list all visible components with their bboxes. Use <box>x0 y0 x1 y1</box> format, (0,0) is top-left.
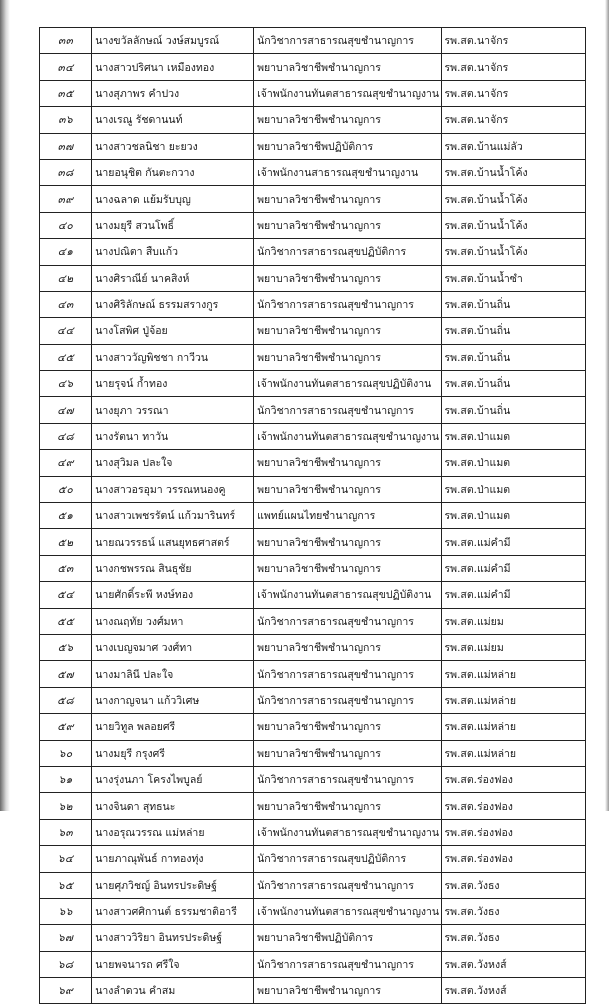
health-unit-cell: รพ.สต.บ้านน้ำโค้ง <box>441 159 585 185</box>
health-unit-cell: รพ.สต.แม่คำมี <box>441 529 585 555</box>
table-row <box>40 582 586 608</box>
health-unit-cell: รพ.สต.วังธง <box>441 898 585 924</box>
table-row <box>40 239 586 265</box>
table-row <box>40 951 586 977</box>
person-name-cell: นางฉลาด แย้มรับบุญ <box>92 186 254 212</box>
row-number-cell: ๖๗ <box>40 925 92 951</box>
position-title-cell: พยาบาลวิชาชีพชำนาญการ <box>254 107 441 133</box>
table-row <box>40 450 586 476</box>
row-number-cell: ๔๑ <box>40 239 92 265</box>
table-row <box>40 28 586 54</box>
person-name-cell: นายอนุชิต กันตะกวาง <box>92 159 254 185</box>
position-title-cell: พยาบาลวิชาชีพชำนาญการ <box>254 714 441 740</box>
row-number-cell: ๔๘ <box>40 423 92 449</box>
personnel-table-body <box>40 28 586 1004</box>
row-number-cell: ๖๘ <box>40 951 92 977</box>
health-unit-cell: รพ.สต.แม่หล่าย <box>441 740 585 766</box>
row-number-cell: ๕๘ <box>40 687 92 713</box>
person-name-cell: นายณวรรธน์ แสนยุทธศาสตร์ <box>92 529 254 555</box>
table-row <box>40 159 586 185</box>
position-title-cell: เจ้าพนักงานทันตสาธารณสุขชำนาญงาน <box>254 819 441 845</box>
table-row <box>40 371 586 397</box>
table-row <box>40 819 586 845</box>
health-unit-cell: รพ.สต.บ้านน้ำโค้ง <box>441 212 585 238</box>
table-row <box>40 344 586 370</box>
health-unit-cell: รพ.สต.ร่องฟอง <box>441 793 585 819</box>
health-unit-cell: รพ.สต.บ้านถิ่น <box>441 318 585 344</box>
position-title-cell: พยาบาลวิชาชีพปฏิบัติการ <box>254 925 441 951</box>
row-number-cell: ๕๓ <box>40 555 92 581</box>
health-unit-cell: รพ.สต.แม่ยม <box>441 608 585 634</box>
person-name-cell: นางสาวปริศนา เหมืองทอง <box>92 54 254 80</box>
health-unit-cell: รพ.สต.นาจักร <box>441 107 585 133</box>
position-title-cell: เจ้าพนักงานทันตสาธารณสุขปฏิบัติงาน <box>254 371 441 397</box>
person-name-cell: นางยุภา วรรณา <box>92 397 254 423</box>
position-title-cell: เจ้าพนักงานทันตสาธารณสุขปฏิบัติงาน <box>254 582 441 608</box>
person-name-cell: นางมยุรี กรุงศรี <box>92 740 254 766</box>
row-number-cell: ๔๗ <box>40 397 92 423</box>
person-name-cell: นางสาวเพชรรัตน์ แก้วมารินทร์ <box>92 503 254 529</box>
row-number-cell: ๔๓ <box>40 291 92 317</box>
table-row <box>40 740 586 766</box>
table-row <box>40 476 586 502</box>
row-number-cell: ๔๔ <box>40 318 92 344</box>
person-name-cell: นางศิริลักษณ์ ธรรมสรางกูร <box>92 291 254 317</box>
person-name-cell: นายศักดิ์ระพี หงษ์ทอง <box>92 582 254 608</box>
health-unit-cell: รพ.สต.ร่องฟอง <box>441 846 585 872</box>
table-row <box>40 291 586 317</box>
person-name-cell: นางรัตนา ทาวัน <box>92 423 254 449</box>
health-unit-cell: รพ.สต.บ้านถิ่น <box>441 371 585 397</box>
person-name-cell: นางสุภาพร คำปวง <box>92 80 254 106</box>
health-unit-cell: รพ.สต.แม่ยม <box>441 634 585 660</box>
health-unit-cell: รพ.สต.ป่าแมต <box>441 450 585 476</box>
person-name-cell: นางลำดวน คำสม <box>92 978 254 1004</box>
health-unit-cell: รพ.สต.แม่หล่าย <box>441 714 585 740</box>
position-title-cell: นักวิชาการสาธารณสุขชำนาญการ <box>254 951 441 977</box>
health-unit-cell: รพ.สต.วังธง <box>441 925 585 951</box>
health-unit-cell: รพ.สต.บ้านถิ่น <box>441 291 585 317</box>
position-title-cell: พยาบาลวิชาชีพชำนาญการ <box>254 450 441 476</box>
person-name-cell: นายภาณุพันธ์ กาทองทุ่ง <box>92 846 254 872</box>
row-number-cell: ๓๘ <box>40 159 92 185</box>
health-unit-cell: รพ.สต.ร่องฟอง <box>441 766 585 792</box>
row-number-cell: ๕๖ <box>40 634 92 660</box>
table-row <box>40 107 586 133</box>
row-number-cell: ๖๕ <box>40 872 92 898</box>
health-unit-cell: รพ.สต.แม่คำมี <box>441 555 585 581</box>
health-unit-cell: รพ.สต.บ้านถิ่น <box>441 397 585 423</box>
row-number-cell: ๕๑ <box>40 503 92 529</box>
table-row <box>40 397 586 423</box>
position-title-cell: พยาบาลวิชาชีพชำนาญการ <box>254 634 441 660</box>
table-row <box>40 978 586 1004</box>
health-unit-cell: รพ.สต.วังหงส์ <box>441 978 585 1004</box>
row-number-cell: ๖๖ <box>40 898 92 924</box>
table-row <box>40 212 586 238</box>
health-unit-cell: รพ.สต.วังธง <box>441 872 585 898</box>
table-row <box>40 898 586 924</box>
person-name-cell: นางปณิตา สืบแก้ว <box>92 239 254 265</box>
row-number-cell: ๕๒ <box>40 529 92 555</box>
row-number-cell: ๕๔ <box>40 582 92 608</box>
row-number-cell: ๕๗ <box>40 661 92 687</box>
position-title-cell: นักวิชาการสาธารณสุขชำนาญการ <box>254 608 441 634</box>
position-title-cell: พยาบาลวิชาชีพชำนาญการ <box>254 476 441 502</box>
health-unit-cell: รพ.สต.บ้านถิ่น <box>441 344 585 370</box>
position-title-cell: นักวิชาการสาธารณสุขชำนาญการ <box>254 872 441 898</box>
person-name-cell: นางสาววัญพิชชา กาวีวน <box>92 344 254 370</box>
health-unit-cell: รพ.สต.นาจักร <box>441 54 585 80</box>
health-unit-cell: รพ.สต.บ้านน้ำซำ <box>441 265 585 291</box>
person-name-cell: นางอรุณวรรณ แม่หล่าย <box>92 819 254 845</box>
position-title-cell: พยาบาลวิชาชีพชำนาญการ <box>254 344 441 370</box>
health-unit-cell: รพ.สต.แม่คำมี <box>441 582 585 608</box>
table-row <box>40 793 586 819</box>
row-number-cell: ๔๐ <box>40 212 92 238</box>
position-title-cell: นักวิชาการสาธารณสุขชำนาญการ <box>254 661 441 687</box>
person-name-cell: นางมาลินี ปละใจ <box>92 661 254 687</box>
table-row <box>40 133 586 159</box>
row-number-cell: ๓๙ <box>40 186 92 212</box>
row-number-cell: ๖๐ <box>40 740 92 766</box>
person-name-cell: นางสุวิมล ปละใจ <box>92 450 254 476</box>
row-number-cell: ๕๕ <box>40 608 92 634</box>
row-number-cell: ๖๑ <box>40 766 92 792</box>
person-name-cell: นางขวัลลักษณ์ วงษ์สมบูรณ์ <box>92 28 254 54</box>
table-row <box>40 687 586 713</box>
row-number-cell: ๓๔ <box>40 54 92 80</box>
health-unit-cell: รพ.สต.บ้านแม่ลัว <box>441 133 585 159</box>
table-row <box>40 608 586 634</box>
row-number-cell: ๖๓ <box>40 819 92 845</box>
position-title-cell: พยาบาลวิชาชีพชำนาญการ <box>254 212 441 238</box>
position-title-cell: นักวิชาการสาธารณสุขปฏิบัติการ <box>254 239 441 265</box>
row-number-cell: ๔๖ <box>40 371 92 397</box>
health-unit-cell: รพ.สต.ป่าแมต <box>441 503 585 529</box>
row-number-cell: ๖๒ <box>40 793 92 819</box>
table-row <box>40 714 586 740</box>
table-row <box>40 846 586 872</box>
scan-edge-shadow-left <box>0 0 10 811</box>
row-number-cell: ๖๔ <box>40 846 92 872</box>
person-name-cell: นางรุ่งนภา โครงไพบูลย์ <box>92 766 254 792</box>
position-title-cell: นักวิชาการสาธารณสุขชำนาญการ <box>254 291 441 317</box>
table-row <box>40 80 586 106</box>
position-title-cell: นักวิชาการสาธารณสุขปฏิบัติการ <box>254 846 441 872</box>
row-number-cell: ๕๐ <box>40 476 92 502</box>
position-title-cell: เจ้าพนักงานทันตสาธารณสุขชำนาญงาน <box>254 898 441 924</box>
position-title-cell: พยาบาลวิชาชีพชำนาญการ <box>254 555 441 581</box>
person-name-cell: นางณฤทัย วงศ์มหา <box>92 608 254 634</box>
person-name-cell: นางสาววิริยา อินทรประดิษฐ์ <box>92 925 254 951</box>
health-unit-cell: รพ.สต.แม่หล่าย <box>441 687 585 713</box>
position-title-cell: พยาบาลวิชาชีพชำนาญการ <box>254 529 441 555</box>
person-name-cell: นายศุภวิชญ์ อินทรประดิษฐ์ <box>92 872 254 898</box>
health-unit-cell: รพ.สต.นาจักร <box>441 80 585 106</box>
row-number-cell: ๖๙ <box>40 978 92 1004</box>
position-title-cell: แพทย์แผนไทยชำนาญการ <box>254 503 441 529</box>
row-number-cell: ๔๒ <box>40 265 92 291</box>
position-title-cell: พยาบาลวิชาชีพชำนาญการ <box>254 186 441 212</box>
row-number-cell: ๓๗ <box>40 133 92 159</box>
row-number-cell: ๓๓ <box>40 28 92 54</box>
table-row <box>40 872 586 898</box>
row-number-cell: ๕๙ <box>40 714 92 740</box>
scan-edge-shadow-right <box>605 0 609 811</box>
person-name-cell: นางศิราณีย์ นาคสิงห์ <box>92 265 254 291</box>
health-unit-cell: รพ.สต.วังหงส์ <box>441 951 585 977</box>
person-name-cell: นางสาวชลนิชา ยะยวง <box>92 133 254 159</box>
table-row <box>40 555 586 581</box>
personnel-table <box>39 27 586 1004</box>
position-title-cell: นักวิชาการสาธารณสุขชำนาญการ <box>254 766 441 792</box>
table-row <box>40 925 586 951</box>
position-title-cell: เจ้าพนักงานทันตสาธารณสุขชำนาญงาน <box>254 423 441 449</box>
person-name-cell: นางเบญจมาศ วงศ์ทา <box>92 634 254 660</box>
health-unit-cell: รพ.สต.บ้านน้ำโค้ง <box>441 186 585 212</box>
person-name-cell: นางจินดา สุทธนะ <box>92 793 254 819</box>
position-title-cell: นักวิชาการสาธารณสุขชำนาญการ <box>254 28 441 54</box>
position-title-cell: เจ้าพนักงานสาธารณสุขชำนาญงาน <box>254 159 441 185</box>
table-row <box>40 766 586 792</box>
table-row <box>40 54 586 80</box>
table-row <box>40 186 586 212</box>
position-title-cell: นักวิชาการสาธารณสุขชำนาญการ <box>254 397 441 423</box>
health-unit-cell: รพ.สต.ป่าแมต <box>441 476 585 502</box>
health-unit-cell: รพ.สต.ป่าแมต <box>441 423 585 449</box>
table-row <box>40 318 586 344</box>
person-name-cell: นางกาญจนา แก้ววิเศษ <box>92 687 254 713</box>
position-title-cell: พยาบาลวิชาชีพชำนาญการ <box>254 740 441 766</box>
table-row <box>40 265 586 291</box>
health-unit-cell: รพ.สต.นาจักร <box>441 28 585 54</box>
row-number-cell: ๓๕ <box>40 80 92 106</box>
position-title-cell: พยาบาลวิชาชีพชำนาญการ <box>254 978 441 1004</box>
health-unit-cell: รพ.สต.บ้านน้ำโค้ง <box>441 239 585 265</box>
position-title-cell: พยาบาลวิชาชีพชำนาญการ <box>254 265 441 291</box>
table-row <box>40 503 586 529</box>
row-number-cell: ๔๙ <box>40 450 92 476</box>
person-name-cell: นายวิทูล พลอยศรี <box>92 714 254 740</box>
health-unit-cell: รพ.สต.แม่หล่าย <box>441 661 585 687</box>
position-title-cell: นักวิชาการสาธารณสุขชำนาญการ <box>254 687 441 713</box>
table-row <box>40 529 586 555</box>
position-title-cell: พยาบาลวิชาชีพชำนาญการ <box>254 318 441 344</box>
person-name-cell: นางโสพิศ ปู่จ้อย <box>92 318 254 344</box>
table-row <box>40 661 586 687</box>
person-name-cell: นางสาวศศิกานต์ ธรรมชาติอารี <box>92 898 254 924</box>
table-row <box>40 634 586 660</box>
person-name-cell: นางสาวอรอุมา วรรณหนองคู <box>92 476 254 502</box>
position-title-cell: พยาบาลวิชาชีพชำนาญการ <box>254 793 441 819</box>
person-name-cell: นางเรณู รัชดานนท์ <box>92 107 254 133</box>
position-title-cell: พยาบาลวิชาชีพปฏิบัติการ <box>254 133 441 159</box>
position-title-cell: เจ้าพนักงานทันตสาธารณสุขชำนาญงาน <box>254 80 441 106</box>
person-name-cell: นางกชพรรณ สินธุชัย <box>92 555 254 581</box>
row-number-cell: ๔๕ <box>40 344 92 370</box>
row-number-cell: ๓๖ <box>40 107 92 133</box>
position-title-cell: พยาบาลวิชาชีพชำนาญการ <box>254 54 441 80</box>
person-name-cell: นายพจนารถ ศรีใจ <box>92 951 254 977</box>
person-name-cell: นายรุจน์ ก้ำทอง <box>92 371 254 397</box>
table-row <box>40 423 586 449</box>
person-name-cell: นางมยุรี สวนโพธิ์ <box>92 212 254 238</box>
health-unit-cell: รพ.สต.ร่องฟอง <box>441 819 585 845</box>
